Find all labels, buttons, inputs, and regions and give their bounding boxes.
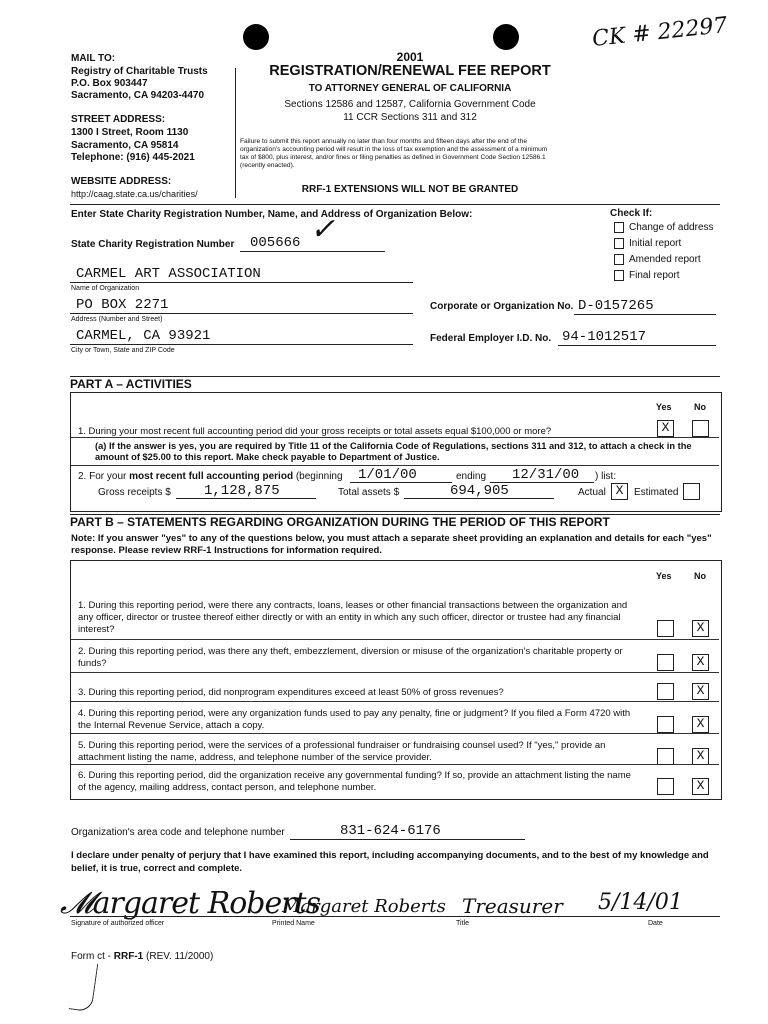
date-label: Date bbox=[648, 920, 663, 927]
form-id-prefix: Form ct - bbox=[71, 951, 111, 962]
part-b-q2-no-checkbox[interactable]: X bbox=[692, 654, 709, 671]
total-assets-line bbox=[404, 498, 554, 499]
hole-punch-left bbox=[243, 24, 269, 50]
handwritten-checkmark: ✓ bbox=[310, 212, 336, 247]
part-b-row-divider bbox=[71, 701, 719, 702]
title-value[interactable]: Treasurer bbox=[462, 894, 563, 918]
street-line: Sacramento, CA 95814 bbox=[71, 139, 179, 151]
handwritten-check-number: CK # 22297 bbox=[591, 12, 729, 53]
check-if-label: Check If: bbox=[610, 208, 653, 219]
header-bottom-rule bbox=[70, 204, 720, 205]
part-b-question-5: 5. During this reporting period, were the services of a professional fundraiser or fundraising counsel used? If "yes," provide an attachment listing the name, address, and telephone number of the service provider. bbox=[78, 740, 606, 763]
signature-line bbox=[70, 916, 720, 917]
declaration: I declare under penalty of perjury that I have examined this report, including accompanying documents, and to the best of my knowledge and belief, it is true, correct and complete. bbox=[71, 850, 709, 874]
org-address-value[interactable]: PO BOX 2271 bbox=[76, 297, 169, 313]
org-city-line bbox=[70, 344, 413, 345]
hole-punch-right bbox=[493, 24, 519, 50]
begin-date-value[interactable]: 1/01/00 bbox=[358, 467, 417, 483]
org-address-line bbox=[70, 313, 413, 314]
corp-number-value[interactable]: D-0157265 bbox=[578, 298, 654, 314]
part-b-q3-no-checkbox[interactable]: X bbox=[692, 683, 709, 700]
part-b-q6-no-checkbox[interactable]: X bbox=[692, 778, 709, 795]
part-b-no-header: No bbox=[694, 571, 706, 581]
total-assets-value[interactable]: 694,905 bbox=[450, 483, 509, 499]
late-filing-warning: Failure to submit this report annually no later than four months and fifteen days after the end of the organization's accounting period will result in the loss of tax exemption and the assessment of a minimum tax of $800, plus interest, and/or fines or filing penalties as defined in Government Code Section 12586.1 (recently enacted). bbox=[240, 138, 548, 169]
org-instruction: Enter State Charity Registration Number, Name, and Address of Organization Below: bbox=[71, 209, 473, 220]
printed-name-label: Printed Name bbox=[272, 920, 315, 927]
actual-label: Actual bbox=[578, 487, 606, 498]
org-city-value[interactable]: CARMEL, CA 93921 bbox=[76, 328, 211, 344]
mail-to-line: P.O. Box 903447 bbox=[71, 78, 148, 89]
part-a-q1-yes-checkbox[interactable]: X bbox=[657, 420, 674, 437]
part-b-yes-header: Yes bbox=[656, 571, 672, 581]
begin-date-line bbox=[350, 482, 452, 483]
street-line: 1300 I Street, Room 1130 bbox=[71, 127, 189, 138]
part-b-q6-yes-checkbox[interactable] bbox=[657, 778, 674, 795]
part-b-q5-yes-checkbox[interactable] bbox=[657, 748, 674, 765]
form-id bbox=[71, 951, 213, 962]
mail-to-line: Sacramento, CA 94203-4470 bbox=[71, 90, 205, 101]
part-b-question-1: 1. During this reporting period, were there any contracts, loans, leases or other financial transactions between the organization and any officer, director or trustee thereof either directly or with an entity in which any such officer, director or trustee had any financial interest? bbox=[78, 600, 628, 635]
checkbox[interactable] bbox=[614, 254, 624, 265]
total-assets-label: Total assets $ bbox=[338, 487, 400, 498]
ending-label: ending bbox=[456, 471, 487, 482]
part-b-q1-no-checkbox[interactable]: X bbox=[692, 620, 709, 637]
corp-number-line bbox=[574, 314, 716, 315]
phone-value[interactable]: 831-624-6176 bbox=[340, 823, 441, 839]
org-city-label: City or Town, State and ZIP Code bbox=[71, 347, 175, 354]
mail-to-address bbox=[71, 66, 208, 102]
date-value[interactable]: 5/14/01 bbox=[598, 890, 683, 915]
sections-line-1: Sections 12586 and 12587, California Government Code bbox=[284, 99, 536, 110]
extensions-notice: RRF-1 EXTENSIONS WILL NOT BE GRANTED bbox=[301, 184, 519, 195]
list-label: ) list: bbox=[595, 471, 617, 482]
title-label: Title bbox=[456, 920, 469, 927]
check-option-label: Final report bbox=[629, 270, 680, 281]
org-name-value[interactable]: CARMEL ART ASSOCIATION bbox=[76, 266, 261, 282]
part-b-q3-yes-checkbox[interactable] bbox=[657, 683, 674, 700]
part-b-row-divider bbox=[71, 639, 719, 640]
street-address bbox=[71, 127, 195, 165]
checkbox[interactable] bbox=[614, 270, 624, 281]
part-b-row-divider bbox=[71, 733, 719, 734]
org-name-label: Name of Organization bbox=[71, 285, 140, 292]
part-a-question-1: 1. During your most recent full accounting period did your gross receipts or total assets equal $100,000 or more? bbox=[78, 426, 552, 437]
website-url[interactable]: http://caag.state.ca.us/charities/ bbox=[71, 189, 198, 199]
estimated-checkbox[interactable] bbox=[683, 483, 700, 500]
part-a-heading bbox=[70, 376, 720, 391]
part-b-q2-yes-checkbox[interactable] bbox=[657, 654, 674, 671]
part-a-q1-no-checkbox[interactable] bbox=[692, 420, 709, 437]
actual-checkbox[interactable]: X bbox=[611, 483, 628, 500]
form-id-rev: (REV. 11/2000) bbox=[146, 951, 214, 962]
org-name-line bbox=[70, 282, 413, 283]
registration-number-line bbox=[240, 251, 385, 252]
handwritten-mark bbox=[69, 961, 99, 1013]
printed-name-value[interactable]: Margaret Roberts bbox=[282, 896, 446, 917]
part-b-heading bbox=[70, 514, 720, 529]
sections-line-2: 11 CCR Sections 311 and 312 bbox=[343, 112, 477, 123]
fein-label: Federal Employer I.D. No. bbox=[430, 333, 552, 344]
part-b-q1-yes-checkbox[interactable] bbox=[657, 620, 674, 637]
check-option-label: Initial report bbox=[629, 238, 682, 249]
estimated-label: Estimated bbox=[634, 487, 679, 498]
checkbox[interactable] bbox=[614, 238, 624, 249]
corp-number-label: Corporate or Organization No. bbox=[430, 301, 574, 312]
part-b-question-2: 2. During this reporting period, was there any theft, embezzlement, diversion or misuse of the organization's charitable property or funds? bbox=[78, 646, 623, 669]
registration-number-label: State Charity Registration Number bbox=[71, 239, 235, 250]
form-year: 2001 bbox=[396, 50, 424, 64]
check-option-label: Change of address bbox=[629, 222, 714, 233]
part-b-row-divider bbox=[71, 672, 719, 673]
part-a-question-1a: (a) If the answer is yes, you are required by Title 11 of the California Code of Regulations, sections 311 and 312, to attach a check in the amount of $25.00 to this report. Make check payable to Department of Justice. bbox=[95, 441, 692, 462]
phone-line bbox=[290, 839, 525, 840]
part-b-question-4: 4. During this reporting period, were any organization funds used to pay any penalty, fine or judgment? If you filed a Form 4720 with the Internal Revenue Service, attach a copy. bbox=[78, 708, 631, 731]
q2-beginning: (beginning bbox=[295, 471, 343, 482]
form-title: REGISTRATION/RENEWAL FEE REPORT bbox=[269, 63, 551, 79]
part-a-no-header: No bbox=[694, 402, 706, 412]
street-line: Telephone: (916) 445-2021 bbox=[71, 152, 195, 163]
part-b-q4-no-checkbox[interactable]: X bbox=[692, 716, 709, 733]
fein-value[interactable]: 94-1012517 bbox=[562, 329, 647, 345]
street-label: STREET ADDRESS: bbox=[71, 114, 166, 125]
header-divider-vertical bbox=[235, 68, 236, 198]
part-b-q5-no-checkbox[interactable]: X bbox=[692, 748, 709, 765]
mail-to-label: MAIL TO: bbox=[71, 53, 116, 64]
signature: 𝓜argaret Roberts bbox=[60, 886, 321, 921]
gross-receipts-line bbox=[176, 498, 316, 499]
phone-label: Organization's area code and telephone number bbox=[71, 827, 285, 838]
part-a-question-2 bbox=[78, 471, 343, 482]
part-b-note: Note: If you answer "yes" to any of the questions below, you must attach a separate sheet providing an explanation and details for each "yes" response. Please review RRF-1 Instructions for information required. bbox=[71, 533, 712, 556]
fein-line bbox=[558, 345, 716, 346]
org-address-label: Address (Number and Street) bbox=[71, 316, 163, 323]
part-b-question-6: 6. During this reporting period, did the organization receive any governmental funding? If so, provide an attachment listing the name of the agency, mailing address, contact person, and telephone number. bbox=[78, 770, 631, 793]
part-a-yes-header: Yes bbox=[656, 402, 672, 412]
part-b-row-divider bbox=[71, 764, 719, 765]
form-id-code: RRF-1 bbox=[113, 951, 144, 962]
registration-number-value[interactable]: 005666 bbox=[250, 235, 301, 251]
end-date-value[interactable]: 12/31/00 bbox=[512, 467, 580, 483]
gross-receipts-value[interactable]: 1,128,875 bbox=[204, 483, 280, 499]
gross-receipts-label: Gross receipts $ bbox=[98, 487, 171, 498]
website-label: WEBSITE ADDRESS: bbox=[71, 176, 172, 187]
q2-prefix: 2. For your bbox=[78, 471, 127, 482]
mail-to-line: Registry of Charitable Trusts bbox=[71, 66, 208, 77]
part-b-title: PART B – STATEMENTS REGARDING ORGANIZATION DURING THE PERIOD OF THIS REPORT bbox=[70, 515, 610, 529]
part-b-question-3: 3. During this reporting period, did nonprogram expenditures exceed at least 50% of gross revenues? bbox=[78, 687, 504, 698]
check-option-label: Amended report bbox=[629, 254, 701, 265]
part-a-title: PART A – ACTIVITIES bbox=[70, 377, 192, 391]
q2-bold: most recent full accounting period bbox=[129, 471, 294, 482]
signature-label: Signature of authorized officer bbox=[71, 920, 165, 927]
checkbox[interactable] bbox=[614, 222, 624, 233]
form-subtitle: TO ATTORNEY GENERAL OF CALIFORNIA bbox=[308, 83, 512, 94]
part-b-q4-yes-checkbox[interactable] bbox=[657, 716, 674, 733]
